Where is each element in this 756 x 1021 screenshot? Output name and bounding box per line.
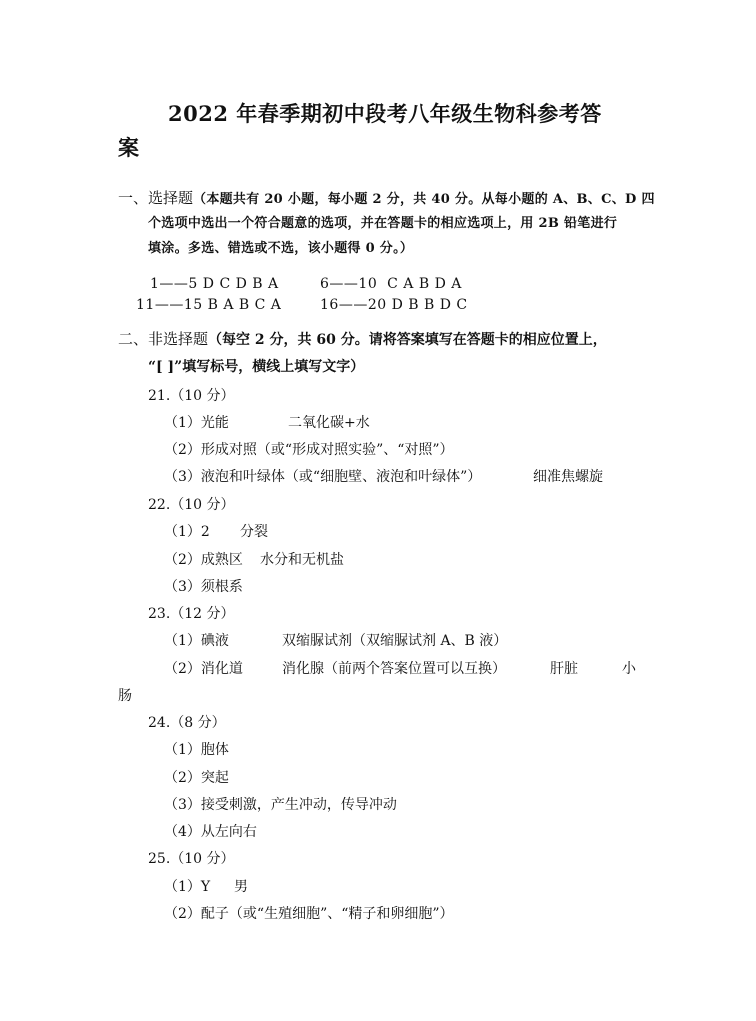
- answer-a: 胞体: [200, 742, 229, 758]
- mc-letters: B A B C A: [207, 297, 282, 313]
- mc-range: 11——15: [136, 297, 203, 313]
- section2-note-line1: （每空 2 分，共 60 分。请将答案填写在答题卡的相应位置上，: [208, 332, 607, 348]
- answer-a: 液泡和叶绿体（或“细胞壁、液泡和叶绿体”）: [200, 469, 482, 485]
- mc-answer-group-3: [136, 297, 281, 313]
- q21-item-1: [164, 412, 229, 432]
- mc-range: 1——5: [150, 276, 198, 292]
- q21-item-2: [164, 439, 454, 459]
- answer-a: 光能: [200, 415, 229, 431]
- section1-header: [118, 187, 655, 208]
- item-num: （1）: [164, 633, 201, 649]
- page-title-line1: 2022 年春季期初中段考八年级生物科参考答: [168, 101, 602, 126]
- answer-a: 接受刺激，产生冲动，传导冲动: [200, 797, 397, 813]
- answer-a: 须根系: [200, 579, 243, 595]
- mc-letters: D C D B A: [202, 276, 279, 292]
- item-num: （3）: [164, 579, 201, 595]
- answer-a: Y: [200, 879, 211, 895]
- answer-a: 碘液: [200, 633, 229, 649]
- item-num: （4）: [164, 824, 201, 840]
- q24-item-2: [164, 767, 229, 787]
- item-num: （2）: [164, 906, 201, 922]
- q24-item-1: [164, 739, 229, 759]
- item-num: （1）: [164, 879, 201, 895]
- mc-answer-group-1: [150, 276, 279, 292]
- item-num: （2）: [164, 442, 201, 458]
- mc-range: 6——10: [320, 276, 378, 292]
- q23-item-1: [164, 630, 229, 650]
- section2-label: 二、非选择题: [118, 330, 209, 348]
- q23-item-2: [164, 658, 243, 678]
- q23-item-2-b: 消化腺（前两个答案位置可以互换）: [282, 661, 506, 677]
- q25-item-1: [164, 876, 210, 896]
- question-21-head: 21.（10 分）: [148, 388, 235, 404]
- answer-a: 从左向右: [200, 824, 257, 840]
- item-num: （2）: [164, 770, 201, 786]
- section2-note-line2: “[ ]”填写标号，横线上填写文字）: [148, 359, 365, 375]
- item-num: （2）: [164, 661, 201, 677]
- page-title-line2: 案: [118, 135, 140, 160]
- q25-item-2: [164, 903, 454, 923]
- question-23-head: 23.（12 分）: [148, 606, 235, 622]
- mc-letters: D B B D C: [391, 297, 468, 313]
- q21-item-3: [164, 466, 481, 486]
- q22-item-3: [164, 576, 243, 596]
- answer-a: 消化道: [200, 661, 243, 677]
- mc-answer-group-2: [320, 276, 462, 292]
- q22-item-1: [164, 521, 210, 541]
- answer-a: 形成对照（或“形成对照实验”、“对照”）: [200, 442, 454, 458]
- question-25-head: 25.（10 分）: [148, 851, 235, 867]
- section1-note-line3: 填涂。多选、错选或不选，该小题得 0 分。）: [148, 241, 414, 256]
- answer-a: 2: [200, 524, 210, 540]
- answer-a: 配子（或“生殖细胞”、“精子和卵细胞”）: [200, 906, 454, 922]
- q22-item-1-b: 分裂: [240, 524, 268, 540]
- q23-item-1-b: 双缩脲试剂（双缩脲试剂 A、B 液）: [282, 633, 508, 649]
- q21-item-1-b: 二氧化碳+水: [288, 415, 370, 431]
- q22-item-2-b: 水分和无机盐: [260, 552, 344, 568]
- q21-item-3-b: 细准焦螺旋: [533, 469, 603, 485]
- q23-item-2-d: 小: [622, 661, 636, 677]
- q23-item-2-wrap: 肠: [118, 688, 132, 704]
- item-num: （1）: [164, 742, 201, 758]
- mc-letters: C A B D A: [387, 276, 462, 292]
- mc-range: 16——20: [320, 297, 387, 313]
- section1-note-line1: （本题共有 20 小题，每小题 2 分，共 40 分。从每小题的 A、B、C、D 四: [193, 192, 655, 207]
- item-num: （1）: [164, 524, 201, 540]
- question-24-head: 24.（8 分）: [148, 715, 226, 731]
- q24-item-3: [164, 794, 397, 814]
- section1-note-line2: 个选项中选出一个符合题意的选项，并在答题卡的相应选项上，用 2B 铅笔进行: [148, 216, 618, 231]
- q22-item-2: [164, 549, 243, 569]
- answer-a: 成熟区: [200, 552, 243, 568]
- item-num: （3）: [164, 797, 201, 813]
- item-num: （1）: [164, 415, 201, 431]
- q23-item-2-c: 肝脏: [550, 661, 578, 677]
- answer-a: 突起: [200, 770, 229, 786]
- item-num: （3）: [164, 469, 201, 485]
- section2-header: [118, 328, 607, 349]
- q24-item-4: [164, 821, 257, 841]
- item-num: （2）: [164, 552, 201, 568]
- q25-item-1-b: 男: [234, 879, 248, 895]
- question-22-head: 22.（10 分）: [148, 497, 235, 513]
- mc-answer-group-4: [320, 297, 468, 313]
- section1-label: 一、选择题: [118, 189, 194, 207]
